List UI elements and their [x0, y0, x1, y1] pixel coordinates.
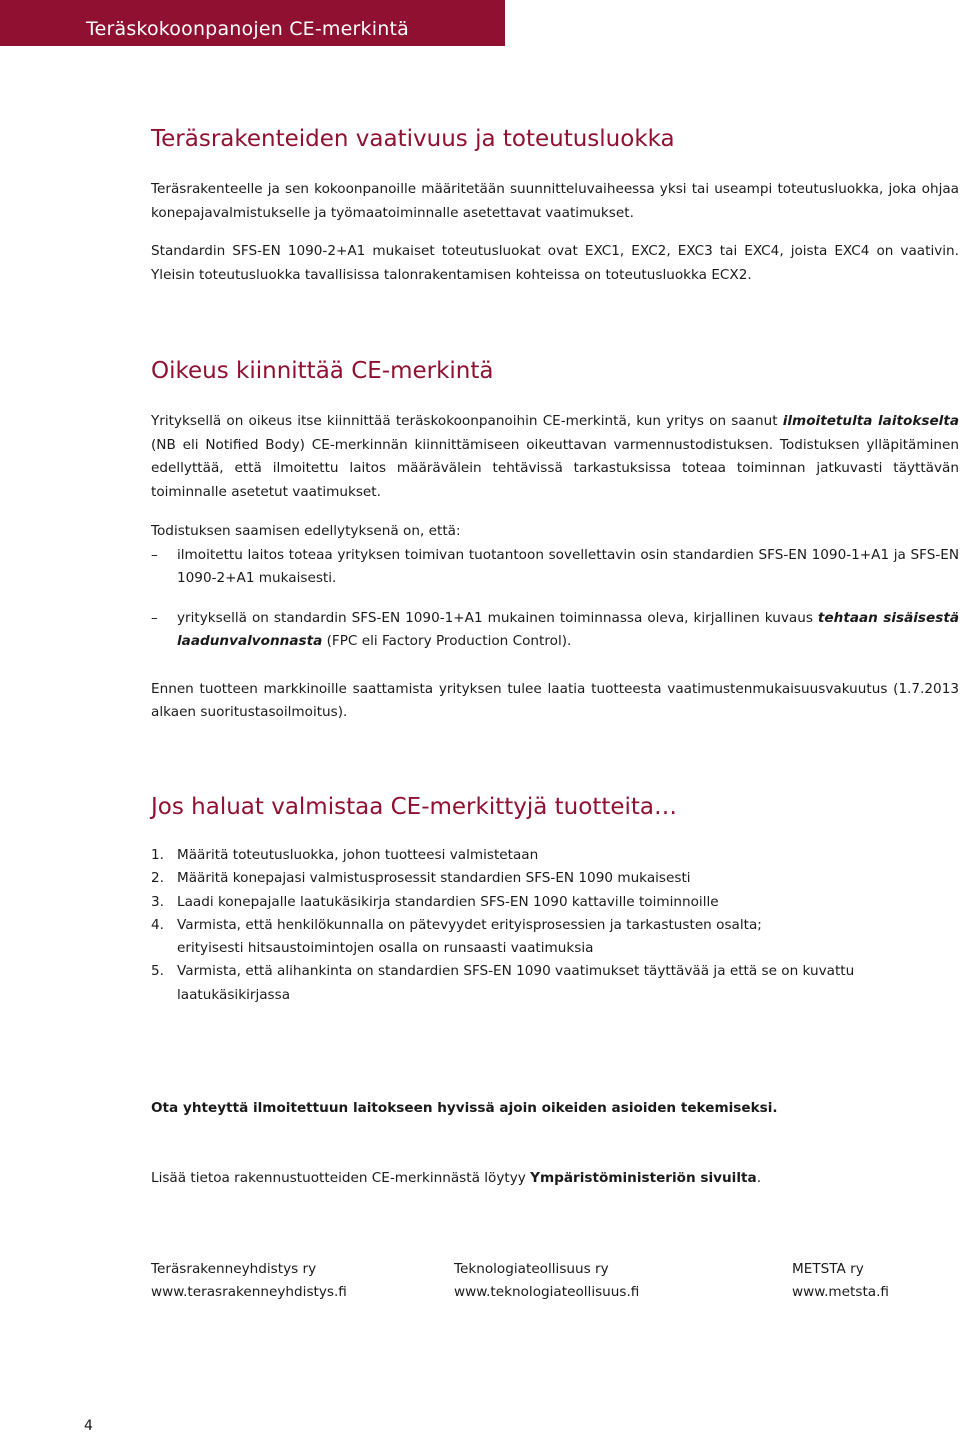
dash-bullet: –	[151, 546, 158, 563]
dash-bullet: –	[151, 609, 158, 626]
list-number: 4.	[151, 916, 164, 933]
list-item-text: Laadi konepajalle laatukäsikirja standardien SFS-EN 1090 kattaville toiminnoille	[177, 893, 719, 910]
more-info	[151, 1167, 959, 1191]
footer-org	[792, 1258, 889, 1304]
list-item-text: ilmoitettu laitos toteaa yrityksen toimivan tuotantoon sovellettavin osin standardien SFS-EN 1090-1+A1 ja SFS-EN 1090-2+A1 mukaisesti.	[177, 546, 959, 586]
numbered-list	[151, 844, 959, 1007]
org-url[interactable]: www.teknologiateollisuus.fi	[454, 1284, 640, 1300]
list-item	[151, 844, 959, 867]
list-item	[151, 867, 959, 890]
emphasis-text: ilmoitetulta laitokselta	[782, 413, 960, 429]
list-item-text: Varmista, että alihankinta on standardien SFS-EN 1090 vaatimukset täyttävää ja että se on kuvattu laatukäsikirjassa	[177, 963, 855, 1003]
emphasis-text: tehtaan sisäisestä laadunvalvonnasta	[177, 609, 960, 649]
text-span: Yrityksellä on oikeus itse kiinnittää teräskokoonpanoihin CE-merkintä, kun yritys on saanut	[151, 413, 783, 429]
section-heading: Jos haluat valmistaa CE-merkittyjä tuotteita…	[151, 794, 678, 820]
org-url[interactable]: www.metsta.fi	[792, 1284, 889, 1300]
text-span: .	[756, 1170, 762, 1186]
org-url[interactable]: www.terasrakenneyhdistys.fi	[151, 1284, 347, 1300]
section-how-to	[151, 792, 959, 1007]
ministry-link[interactable]: Ympäristöministeriön sivuilta	[530, 1170, 757, 1186]
list-item	[151, 914, 959, 961]
text-span: Lisää tietoa rakennustuotteiden CE-merkinnästä löytyy	[151, 1170, 531, 1186]
org-name: METSTA ry	[792, 1261, 864, 1277]
contact-note	[151, 1097, 959, 1120]
paragraph	[151, 1167, 959, 1191]
list-number: 1.	[151, 847, 164, 863]
org-name: Teknologiateollisuus ry	[454, 1261, 609, 1277]
paragraph: Todistuksen saamisen edellytyksenä on, että:	[151, 523, 461, 539]
section-heading: Teräsrakenteiden vaativuus ja toteutusluokka	[151, 126, 675, 152]
page-number: 4	[84, 1418, 93, 1434]
org-name: Teräsrakenneyhdistys ry	[151, 1261, 317, 1277]
list-number: 2.	[151, 870, 164, 887]
paragraph: Ennen tuotteen markkinoille saattamista yrityksen tulee laatia tuotteesta vaatimustenmukaisuusvakuutus (1.7.2013 alkaen suoritustasoilmoitus).	[151, 680, 959, 720]
footer-org	[454, 1258, 639, 1304]
list-item	[151, 960, 959, 1007]
list-item	[151, 891, 959, 914]
paragraph: Standardin SFS-EN 1090-2+A1 mukaiset toteutusluokat ovat EXC1, EXC2, EXC3 tai EXC4, joista EXC4 on vaativin. Yleisin toteutusluokka tavallisissa talonrakentamisen kohteissa on toteutusluokka ECX2.	[151, 243, 959, 283]
section-heading: Oikeus kiinnittää CE-merkintä	[151, 358, 494, 384]
list-item	[151, 607, 959, 654]
list-item-text: erityisesti hitsaustoimintojen osalla on runsaasti vaatimuksia	[177, 940, 594, 957]
section-ce-marking-right	[151, 356, 959, 725]
paragraph: Teräsrakenteelle ja sen kokoonpanoille määritetään suunnitteluvaiheessa yksi tai useampi toteutusluokka, joka ohjaa konepajavalmistukselle ja työmaatoiminnalle asetettavat vaatimukset.	[151, 181, 959, 221]
list-item-text: Varmista, että henkilökunnalla on pätevyydet erityisprosessien ja tarkastusten osalta;	[177, 916, 762, 933]
section-execution-class	[151, 124, 959, 287]
list-item	[151, 544, 959, 591]
list-item-text: Määritä toteutusluokka, johon tuotteesi valmistetaan	[177, 847, 539, 863]
text-span: (NB eli Notified Body) CE-merkinnän kiinnittämiseen oikeuttavan varmennustodistuksen. Todistuksen ylläpitäminen edellyttää, että ilmoitettu laitos määrävälein tehtävissä tarkastuksissa toteaa toiminnan jatkuvasti täyttävän toiminnalle asetetut vaatimukset.	[151, 436, 959, 500]
list-number: 5.	[151, 963, 164, 980]
list-item-text: Määritä konepajasi valmistusprosessit standardien SFS-EN 1090 mukaisesti	[177, 870, 691, 887]
text-span: (FPC eli Factory Production Control).	[322, 633, 572, 649]
text-span: yrityksellä on standardin SFS-EN 1090-1+A1 mukainen toiminnassa oleva, kirjallinen kuvaus	[177, 609, 818, 626]
page-header-title: Teräskokoonpanojen CE-merkintä	[86, 18, 409, 40]
paragraph	[151, 410, 959, 504]
footer-org	[151, 1258, 347, 1304]
contact-text: Ota yhteyttä ilmoitettuun laitokseen hyvissä ajoin oikeiden asioiden tekemiseksi.	[151, 1100, 778, 1116]
list-number: 3.	[151, 893, 164, 910]
